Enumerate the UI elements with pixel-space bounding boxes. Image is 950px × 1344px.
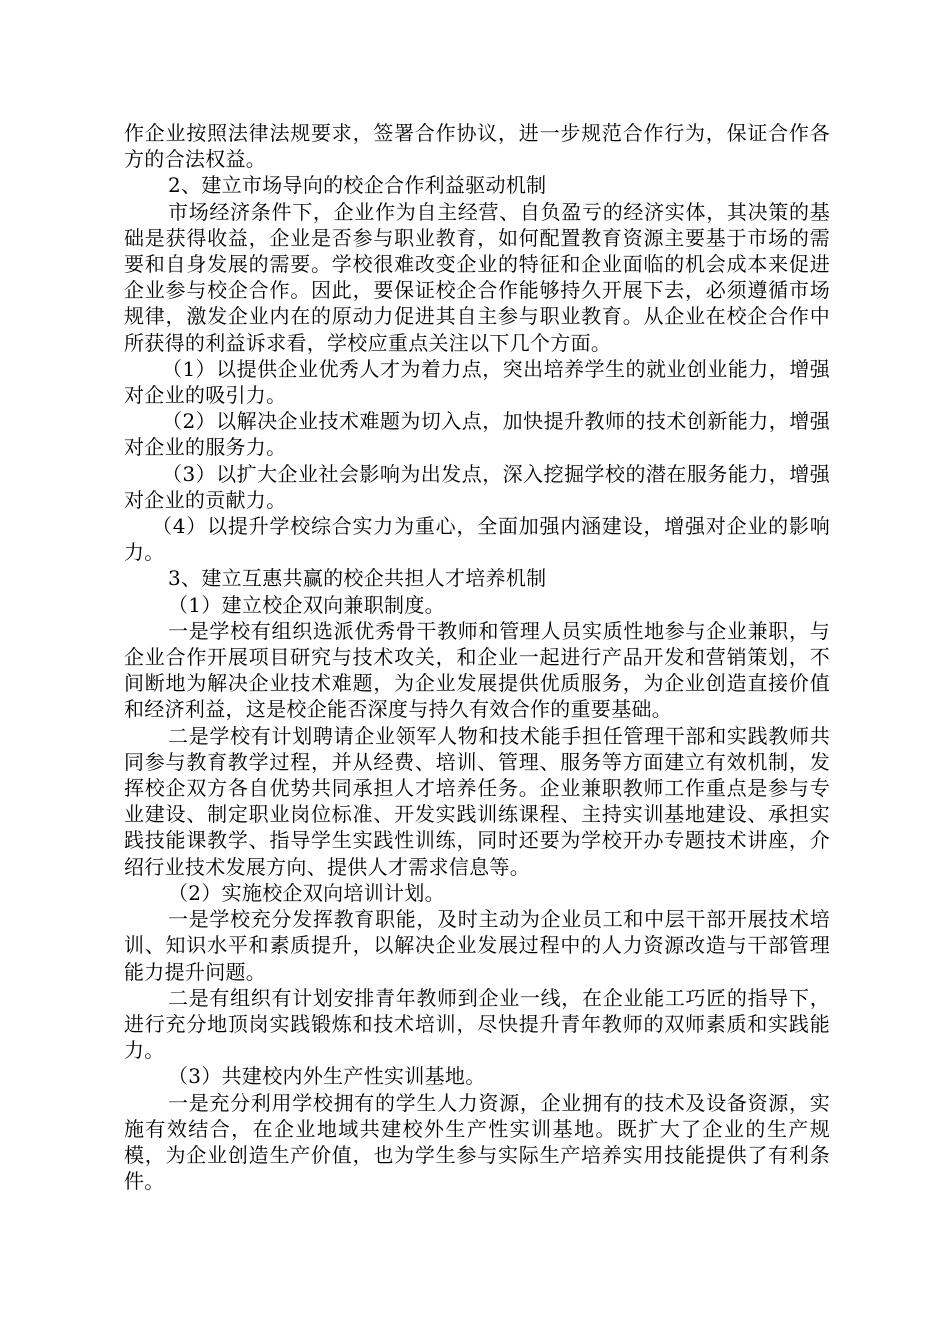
paragraph-1: 作企业按照法律法规要求，签署合作协议，进一步规范合作行为，保证合作各方的合法权益。 (124, 121, 830, 172)
subheading-3: （3）共建校内外生产性实训基地。 (168, 1064, 486, 1089)
paragraph-10: 一是学校有组织选派优秀骨干教师和管理人员实质性地参与企业兼职，与企业合作开展项目研究与技术攻关，和企业一起进行产品开发和营销策划，不间断地为解决企业技术难题，为企业发展提供优质服务，为企业创造直接价值和经济利益，这是校企能否深度与持久有效合作的重要基础。 (124, 618, 830, 722)
paragraph-14: 二是有组织有计划安排青年教师到企业一线，在企业能工巧匠的指导下，进行充分地顶岗实践锻炼和技术培训，尽快提升青年教师的双师素质和实践能力。 (124, 985, 830, 1063)
paragraph-11: 二是学校有计划聘请企业领军人物和技术能手担任管理干部和实践教师共同参与教育教学过程，并从经费、培训、管理、服务等方面建立有效机制，发挥校企双方各自优势共同承担人才培养任务。企业兼职教师工作重点是参与专业建设、制定职业岗位标准、开发实践训练课程、主持实训基地建设、承担实践技能课教学、指导学生实践性训练，同时还要为学校开办专题技术讲座，介绍行业技术发展方向、提供人才需求信息等。 (124, 723, 830, 879)
paragraph-16: 一是充分利用学校拥有的学生人力资源，企业拥有的技术及设备资源，实施有效结合，在企业地域共建校外生产性实训基地。既扩大了企业的生产规模，为企业创造生产价值，也为学生参与实际生产培养实用技能提供了有利条件。 (124, 1090, 830, 1194)
paragraph-13: 一是学校充分发挥教育职能，及时主动为企业员工和中层干部开展技术培训、知识水平和素质提升，以解决企业发展过程中的人力资源改造与干部管理能力提升问题。 (124, 907, 830, 984)
subheading-2: （2）实施校企双向培训计划。 (168, 880, 445, 905)
list-item-2: （2）以解决企业技术难题为切入点，加快提升教师的技术创新能力，增强对企业的服务力。 (124, 409, 830, 460)
list-item-3: （3）以扩大企业社会影响为出发点，深入挖掘学校的潜在服务能力，增强对企业的贡献力。 (124, 461, 830, 512)
section-heading-2: 2、建立市场导向的校企合作利益驱动机制 (168, 173, 547, 198)
section-heading-3: 3、建立互惠共赢的校企共担人才培养机制 (168, 566, 547, 591)
subheading-1: （1）建立校企双向兼职制度。 (168, 592, 445, 617)
document-body (124, 120, 830, 1194)
list-item-1: （1）以提供企业优秀人才为着力点，突出培养学生的就业创业能力，增强对企业的吸引力。 (124, 356, 830, 408)
list-item-4: （4）以提升学校综合实力为重心，全面加强内涵建设，增强对企业的影响力。 (124, 514, 830, 565)
paragraph-3: 市场经济条件下，企业作为自主经营、自负盈亏的经济实体，其决策的基础是获得收益，企业是否参与职业教育，如何配置教育资源主要基于市场的需要和自身发展的需要。学校很难改变企业的特征和企业面临的机会成本来促进企业参与校企合作。因此，要保证校企合作能够持久开展下去，必须遵循市场规律，激发企业内在的原动力促进其自主参与职业教育。从企业在校企合作中所获得的利益诉求看，学校应重点关注以下几个方面。 (124, 199, 830, 355)
